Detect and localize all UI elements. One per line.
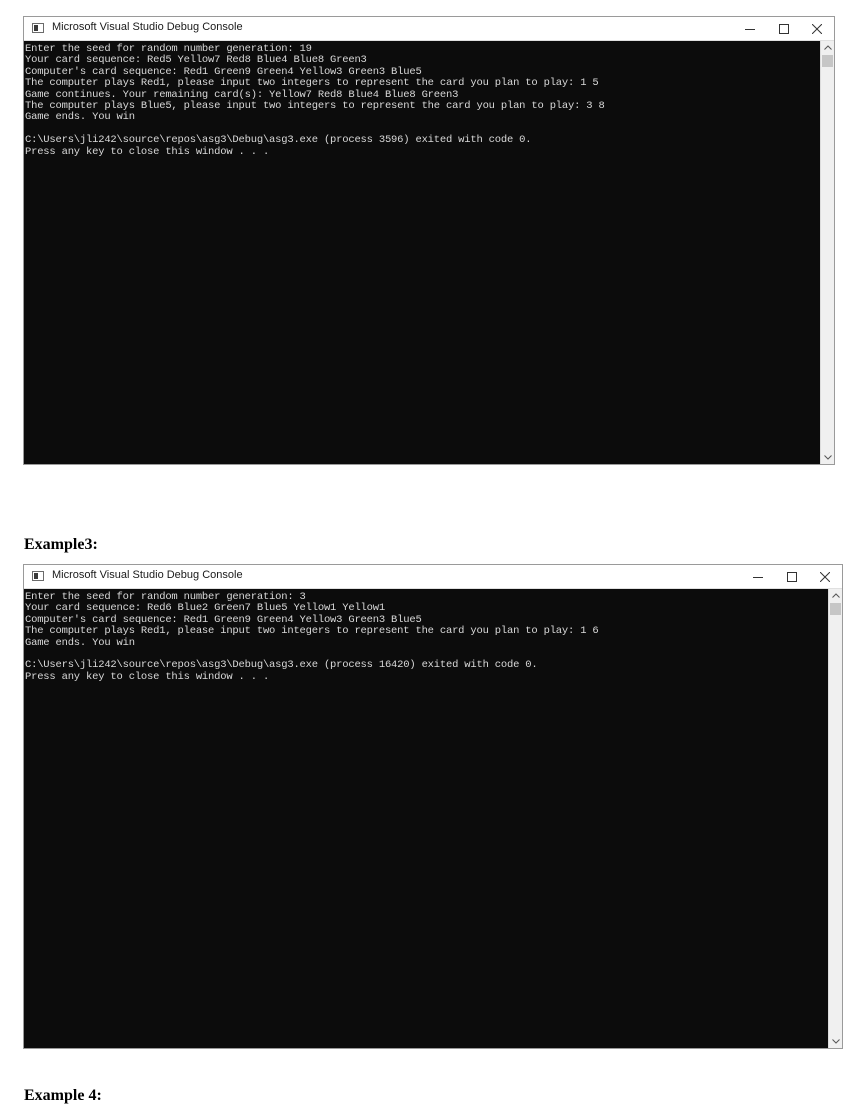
minimize-icon[interactable] <box>741 565 775 589</box>
console-line: Game continues. Your remaining card(s): Yellow7 Red8 Blue4 Blue8 Green3 <box>25 88 459 101</box>
console-line: Press any key to close this window . . . <box>25 145 270 158</box>
chevron-down-icon[interactable] <box>829 1035 843 1048</box>
close-icon[interactable] <box>808 565 842 589</box>
console-window-1 <box>23 16 835 465</box>
scroll-thumb[interactable] <box>830 603 841 615</box>
console-line: Game ends. You win <box>25 636 135 649</box>
console-line: C:\Users\jli242\source\repos\asg3\Debug\asg3.exe (process 3596) exited with code 0. <box>25 134 532 147</box>
console-line: The computer plays Red1, please input two integers to represent the card you plan to play: 1 6 <box>25 625 599 638</box>
window-title: Microsoft Visual Studio Debug Console <box>52 21 243 33</box>
vertical-scrollbar[interactable] <box>820 41 834 464</box>
console-line: The computer plays Red1, please input two integers to represent the card you plan to play: 1 5 <box>25 77 599 90</box>
example4-heading: Example 4: <box>24 1087 102 1104</box>
console-app-icon[interactable] <box>32 571 44 581</box>
window-title: Microsoft Visual Studio Debug Console <box>52 569 243 581</box>
console-line: Computer's card sequence: Red1 Green9 Green4 Yellow3 Green3 Blue5 <box>25 65 422 78</box>
maximize-icon[interactable] <box>775 565 809 589</box>
console-window-2 <box>23 564 843 1049</box>
title-bar[interactable] <box>24 565 842 589</box>
chevron-down-icon[interactable] <box>821 451 835 464</box>
console-line: C:\Users\jli242\source\repos\asg3\Debug\asg3.exe (process 16420) exited with code 0. <box>25 659 538 672</box>
console-line: The computer plays Blue5, please input two integers to represent the card you plan to play: 3 8 <box>25 99 605 112</box>
console-output[interactable] <box>24 41 820 464</box>
vertical-scrollbar[interactable] <box>828 589 842 1048</box>
scroll-thumb[interactable] <box>822 55 833 67</box>
minimize-icon[interactable] <box>733 17 767 41</box>
maximize-icon[interactable] <box>767 17 801 41</box>
console-line: Press any key to close this window . . . <box>25 670 270 683</box>
console-line: Enter the seed for random number generation: 3 <box>25 591 306 603</box>
console-line: Your card sequence: Red5 Yellow7 Red8 Blue4 Blue8 Green3 <box>25 54 367 67</box>
console-line: Computer's card sequence: Red1 Green9 Green4 Yellow3 Green3 Blue5 <box>25 613 422 626</box>
console-output[interactable] <box>24 589 828 1048</box>
console-line: Enter the seed for random number generation: 19 <box>25 43 312 55</box>
console-line: Your card sequence: Red6 Blue2 Green7 Blue5 Yellow1 Yellow1 <box>25 602 385 615</box>
example3-heading: Example3: <box>24 536 98 553</box>
title-bar[interactable] <box>24 17 834 41</box>
console-line: Game ends. You win <box>25 111 135 124</box>
chevron-up-icon[interactable] <box>821 41 835 54</box>
chevron-up-icon[interactable] <box>829 589 843 602</box>
console-app-icon[interactable] <box>32 23 44 33</box>
close-icon[interactable] <box>800 17 834 41</box>
